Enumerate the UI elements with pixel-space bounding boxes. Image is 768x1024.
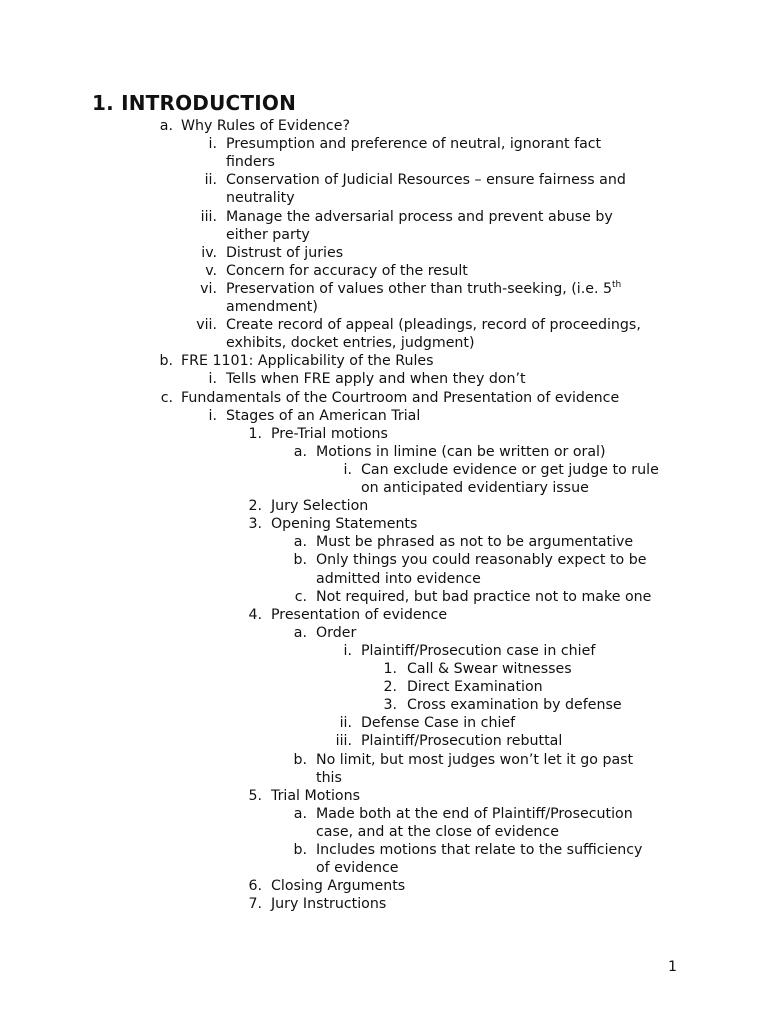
list-text: either party: [226, 226, 310, 243]
list-text: Presentation of evidence: [271, 606, 448, 623]
list-marker: vii.: [196, 317, 217, 334]
list-text: Order: [316, 624, 357, 641]
list-text: Cross examination by defense: [407, 697, 622, 714]
list-marker: b.: [159, 353, 173, 370]
list-text: Pre-Trial motions: [271, 425, 388, 442]
list-text: on anticipated evidentiary issue: [361, 480, 589, 496]
list-text: Presumption and preference of neutral, ignorant fact: [226, 136, 602, 153]
list-marker: 4.: [248, 606, 262, 623]
list-text: Concern for accuracy of the result: [226, 262, 468, 279]
list-text: Tells when FRE apply and when they don’t: [226, 371, 526, 388]
list-marker: i.: [343, 642, 352, 659]
list-text: this: [316, 769, 342, 786]
list-marker: i.: [343, 461, 352, 478]
list-text: Direct Examination: [407, 679, 543, 696]
list-text: neutrality: [226, 190, 295, 207]
list-text: Made both at the end of Plaintiff/Prosecution: [316, 805, 633, 822]
list-marker: 1.: [383, 661, 397, 677]
list-marker: b.: [293, 552, 307, 569]
list-text: Defense Case in chief: [361, 715, 516, 732]
list-text: Distrust of juries: [226, 244, 344, 261]
page-number: 1: [668, 959, 678, 975]
list-text: Manage the adversarial process and prevent abuse by: [226, 208, 613, 225]
list-marker: 2.: [383, 679, 397, 696]
list-text: admitted into evidence: [316, 570, 481, 587]
list-marker: 7.: [248, 896, 262, 913]
list-marker: c.: [160, 389, 173, 406]
list-marker: 3.: [248, 516, 262, 533]
list-text: Not required, but bad practice not to make one: [316, 588, 652, 605]
list-text: Stages of an American Trial: [226, 407, 421, 424]
list-text: Why Rules of Evidence?: [181, 118, 350, 134]
list-marker: a.: [159, 118, 173, 134]
list-marker: v.: [205, 262, 217, 279]
list-marker: iii.: [335, 733, 352, 750]
list-marker: a.: [293, 805, 307, 822]
list-text: finders: [226, 154, 275, 171]
list-text: exhibits, docket entries, judgment): [226, 335, 475, 352]
list-marker: a.: [293, 624, 307, 641]
list-text: Plaintiff/Prosecution case in chief: [361, 642, 596, 659]
list-text: Create record of appeal (pleadings, record of proceedings,: [226, 317, 641, 334]
section-heading: 1. INTRODUCTION: [92, 91, 297, 115]
list-text: FRE 1101: Applicability of the Rules: [181, 353, 434, 370]
list-text: Must be phrased as not to be argumentative: [316, 534, 634, 551]
superscript: th: [612, 279, 622, 290]
list-marker: c.: [294, 588, 307, 605]
list-marker: 6.: [248, 878, 262, 895]
list-marker: vi.: [200, 280, 217, 297]
list-text: case, and at the close of evidence: [316, 823, 559, 840]
list-text: Can exclude evidence or get judge to rule: [361, 461, 659, 478]
list-marker: i.: [208, 371, 217, 388]
list-marker: i.: [208, 136, 217, 153]
list-text: Fundamentals of the Courtroom and Presentation of evidence: [181, 389, 620, 406]
list-marker: 2.: [248, 498, 262, 515]
list-text: Closing Arguments: [271, 878, 406, 895]
list-marker: a.: [293, 534, 307, 551]
list-marker: a.: [293, 443, 307, 460]
list-marker: iv.: [201, 244, 217, 261]
list-text: Only things you could reasonably expect to be: [316, 552, 647, 569]
list-text: Plaintiff/Prosecution rebuttal: [361, 733, 563, 750]
list-marker: i.: [208, 407, 217, 424]
list-marker: 1.: [248, 425, 262, 442]
list-text: Call & Swear witnesses: [407, 661, 572, 677]
list-text: Trial Motions: [271, 787, 360, 804]
list-marker: ii.: [339, 715, 352, 732]
list-marker: b.: [293, 751, 307, 768]
list-text: Includes motions that relate to the sufficiency: [316, 842, 643, 858]
list-text: Jury Instructions: [271, 896, 387, 913]
list-marker: b.: [293, 842, 307, 858]
list-marker: 5.: [248, 787, 262, 804]
list-text: Conservation of Judicial Resources – ensure fairness and: [226, 172, 626, 189]
list-marker: 3.: [383, 697, 397, 714]
list-text: of evidence: [316, 860, 399, 877]
list-text: No limit, but most judges won’t let it go past: [316, 751, 634, 768]
list-marker: iii.: [200, 208, 217, 225]
list-text: Jury Selection: [271, 498, 369, 515]
list-text: Opening Statements: [271, 516, 418, 533]
list-text: Motions in limine (can be written or oral): [316, 443, 606, 460]
list-text: amendment): [226, 299, 318, 315]
list-marker: ii.: [204, 172, 217, 189]
list-text: Preservation of values other than truth-seeking, (i.e. 5th: [226, 279, 622, 297]
